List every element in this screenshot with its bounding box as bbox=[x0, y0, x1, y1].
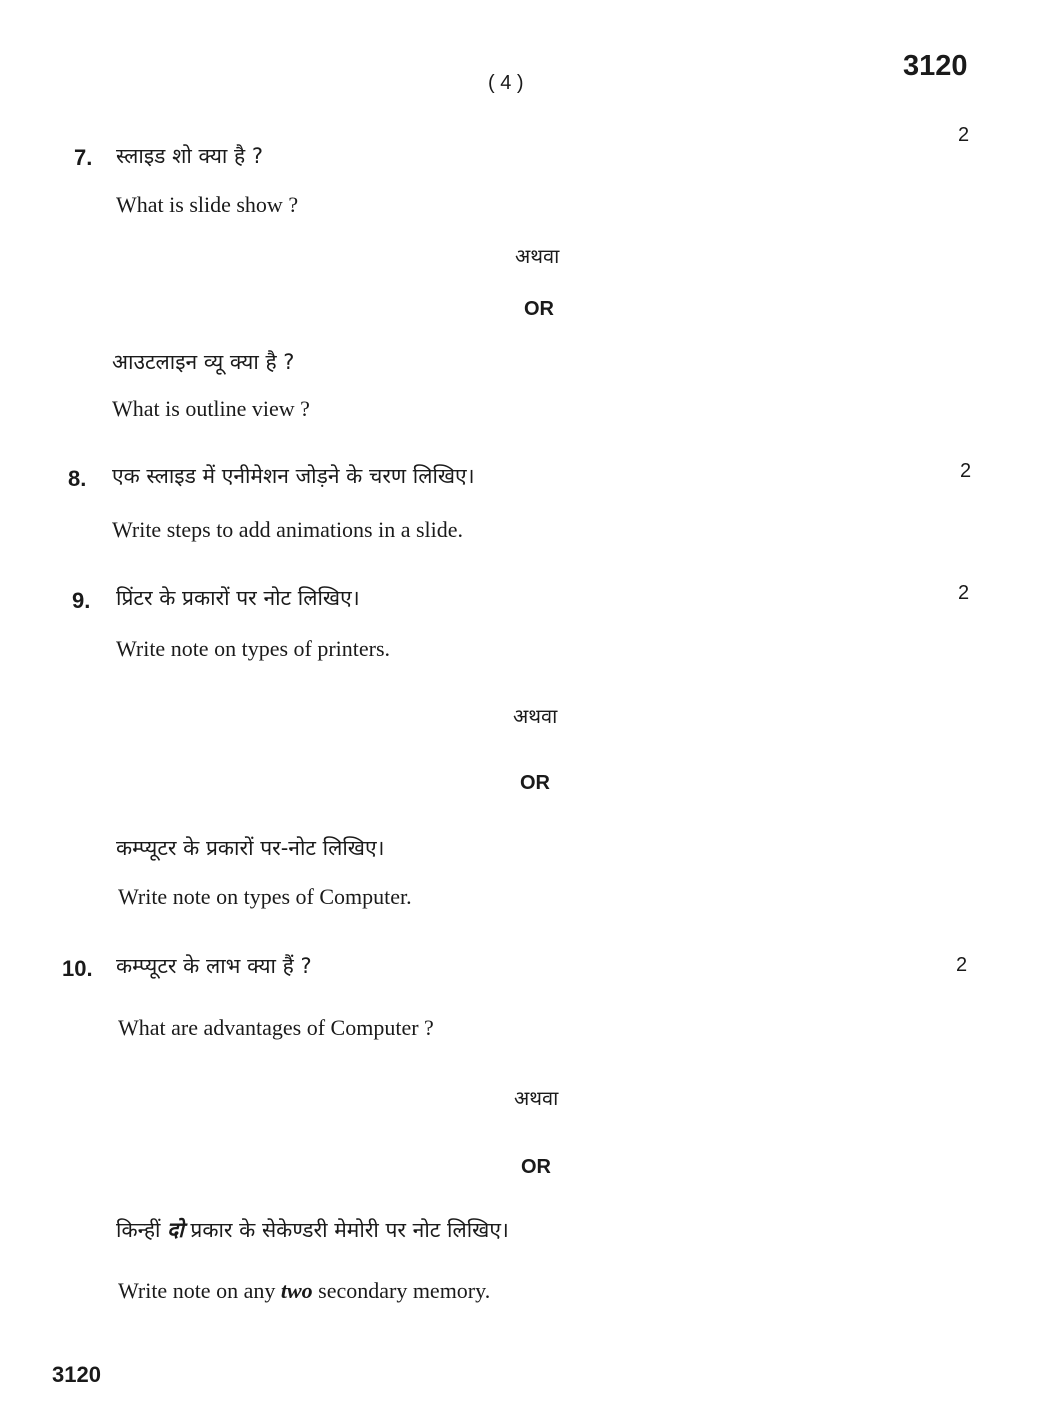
question-8-marks: 2 bbox=[960, 460, 972, 482]
question-7-alt-hindi: आउटलाइन व्यू क्या है ? bbox=[112, 350, 295, 374]
question-8-english: Write steps to add animations in a slide. bbox=[112, 517, 464, 542]
paper-code-header: 3120 bbox=[903, 50, 968, 82]
question-7-english: What is slide show ? bbox=[116, 192, 299, 217]
question-10-alt-english-emph: two bbox=[280, 1278, 313, 1303]
question-10-hindi: कम्प्यूटर के लाभ क्या हैं ? bbox=[116, 954, 312, 978]
question-10-number: 10. bbox=[62, 956, 93, 981]
question-8-number: 8. bbox=[68, 466, 87, 491]
question-9-or-english: OR bbox=[520, 772, 550, 794]
question-9-or-hindi: अथवा bbox=[513, 704, 558, 728]
question-10-or-hindi: अथवा bbox=[514, 1086, 559, 1110]
question-10-or-english: OR bbox=[521, 1156, 551, 1178]
question-7-alt-english: What is outline view ? bbox=[112, 396, 310, 421]
question-7-or-hindi: अथवा bbox=[515, 244, 560, 268]
question-9-marks: 2 bbox=[958, 582, 970, 604]
question-9-alt-english: Write note on types of Computer. bbox=[118, 884, 412, 909]
question-10-alt-hindi-emph: दो bbox=[167, 1218, 184, 1242]
question-8-hindi: एक स्लाइड में एनीमेशन जोड़ने के चरण लिखिए। bbox=[112, 464, 475, 488]
question-9-english: Write note on types of printers. bbox=[116, 636, 391, 661]
question-9-number: 9. bbox=[72, 588, 91, 613]
question-10-alt-hindi-before: किन्हीं bbox=[116, 1218, 161, 1242]
question-9-alt-hindi: कम्प्यूटर के प्रकारों पर-नोट लिखिए। bbox=[116, 836, 385, 860]
question-10-alt-english-after: secondary memory. bbox=[318, 1278, 491, 1303]
question-10-english: What are advantages of Computer ? bbox=[118, 1015, 434, 1040]
page-number: ( 4 ) bbox=[488, 72, 524, 94]
question-7-hindi: स्लाइड शो क्या है ? bbox=[116, 144, 263, 168]
question-7-marks: 2 bbox=[958, 124, 970, 146]
question-9-hindi: प्रिंटर के प्रकारों पर नोट लिखिए। bbox=[116, 586, 360, 610]
question-10-alt-english bbox=[118, 1278, 490, 1304]
question-7-number: 7. bbox=[74, 145, 93, 170]
question-10-marks: 2 bbox=[956, 954, 968, 976]
question-10-alt-hindi bbox=[116, 1216, 509, 1244]
question-7-or-english: OR bbox=[524, 298, 554, 320]
question-10-alt-english-before: Write note on any bbox=[118, 1278, 276, 1303]
question-10-alt-hindi-after: प्रकार के सेकेण्डरी मेमोरी पर नोट लिखिए। bbox=[190, 1218, 509, 1242]
paper-code-footer: 3120 bbox=[52, 1362, 101, 1387]
